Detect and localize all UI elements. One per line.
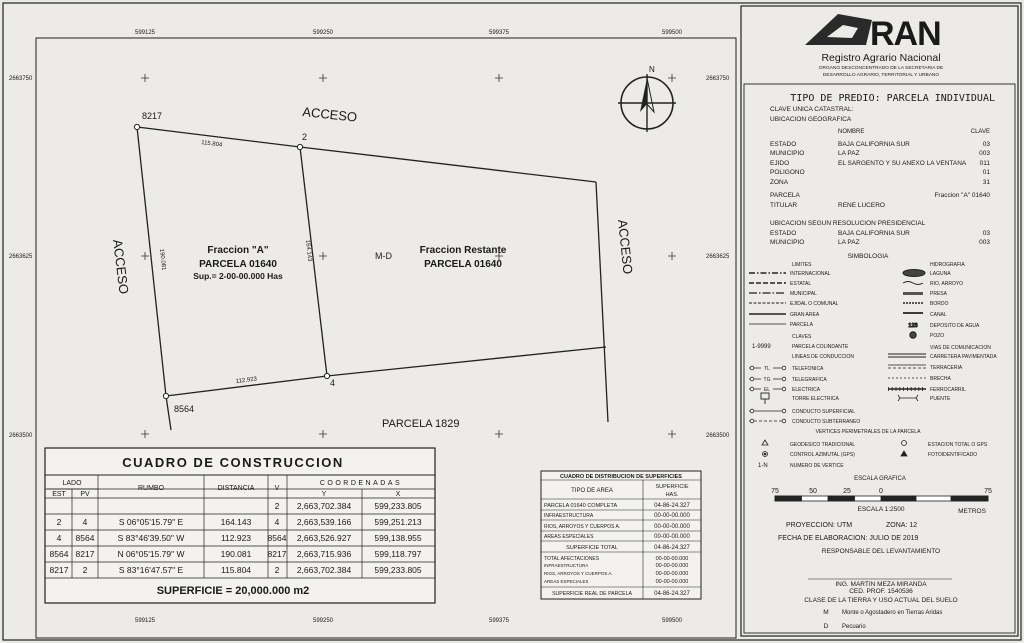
geo-clave: 003: [979, 150, 990, 157]
grid-x-label: 599125: [134, 30, 156, 36]
distance-label: 112.923: [235, 376, 258, 385]
access-road-label: ACCESO: [615, 218, 636, 275]
vertex-legend: CONTROL AZIMUTAL (GPS): [790, 452, 855, 458]
geo-key: EJIDO: [770, 160, 790, 167]
resol-title: UBICACION SEGUN RESOLUCION PRESIDENCIAL: [770, 220, 926, 227]
geo-key: ZONA: [770, 179, 789, 186]
fraccion-a-title: Fraccion "A": [207, 245, 269, 256]
conduction-node: [750, 366, 754, 370]
d-code: D: [823, 623, 829, 630]
col-pv: PV: [80, 491, 90, 498]
vertex-legend: GEODESICO TRADICIONAL: [790, 442, 856, 448]
cell-y: 2,663,539.166: [296, 517, 352, 527]
svg-text:123: 123: [908, 323, 918, 329]
legend-hydro-label: RIO, ARROYO: [930, 281, 964, 287]
construction-title: CUADRO DE CONSTRUCCION: [122, 455, 344, 470]
conduction-label: TELEGRAFICA: [792, 377, 827, 383]
grid-y-label: 2663625: [9, 254, 33, 260]
vias-title: VIAS DE COMUNICACION: [930, 345, 991, 351]
dist-real-tipo: SUPERFICIE REAL DE PARCELA: [552, 591, 632, 597]
geo-key: ESTADO: [770, 141, 797, 148]
col-est: EST: [52, 491, 66, 498]
vertex-label: 8564: [174, 404, 195, 414]
dist-sup: 04-86-24.327: [654, 503, 690, 509]
dist-sup: 00-00-00.000: [654, 534, 690, 540]
metros-label: METROS: [958, 508, 986, 515]
m-code: M: [823, 609, 829, 616]
col-rumbo: RUMBO: [137, 485, 165, 492]
cell-rumbo: S 83°46'39.50" W: [117, 533, 185, 543]
geo-clave: 31: [982, 179, 990, 186]
geo-name: EL SARGENTO Y SU ANEXO LA VENTANA: [838, 160, 967, 167]
legend-road-label: FERROCARRIL: [930, 387, 966, 393]
vertex-label: 8217: [142, 111, 163, 121]
conduction-code: TG: [763, 377, 771, 383]
scale-tick-label: 25: [843, 488, 851, 495]
grid-x-label: 599500: [661, 30, 683, 36]
torre-label: TORRE ELECTRICA: [792, 396, 839, 402]
d-label: Pecuario: [842, 624, 866, 630]
distance-label: 115.804: [200, 140, 223, 149]
ingeniero: ING. MARTIN MEZA MIRANDA: [835, 581, 927, 588]
afect-label: TOTAL AFECTACIONES: [544, 556, 600, 562]
resol-key: ESTADO: [770, 230, 797, 237]
claves-title: CLAVES: [792, 334, 812, 340]
distribution-table: [541, 471, 701, 599]
resol-clave: 03: [982, 230, 990, 237]
md-label: M-D: [375, 251, 392, 261]
conduction-label: ELECTRICA: [792, 387, 821, 393]
dist-sup: 04-86-24.327: [654, 545, 690, 551]
afect-sup: 00-00-00.000: [655, 563, 689, 569]
simbologia-title: SIMBOLOGIA: [847, 253, 889, 260]
geo-key: MUNICIPIO: [770, 150, 805, 157]
afect-sup: 00-00-00.000: [655, 579, 689, 585]
cell-y: 2,663,702.384: [296, 501, 352, 511]
distribution-title: CUADRO DE DISTRIBUCION DE SUPERFICIES: [560, 474, 682, 480]
col-lado: LADO: [62, 480, 82, 487]
col-x: X: [395, 491, 401, 498]
scale-tick-label: 0: [879, 488, 883, 495]
legend-limit-label: MUNICIPAL: [790, 291, 817, 297]
dist-sup: 00-00-00.000: [654, 513, 690, 519]
conduction-node: [782, 387, 786, 391]
legend-road-label: BRECHA: [930, 376, 951, 382]
escala-grafica-title: ESCALA GRAFICA: [854, 476, 906, 482]
vertex-code: 1-N: [758, 463, 768, 469]
legend-limit-label: EJIDAL O COMUNAL: [790, 301, 839, 307]
afect-label: AREAS ESPECIALES: [544, 579, 589, 584]
construction-table: [45, 448, 435, 603]
vertex-label: 4: [330, 378, 336, 388]
legend-hydro-label: DEPOSITO DE AGUA: [930, 323, 980, 329]
cell-distancia: 164.143: [220, 517, 252, 527]
fraccion-a-parcel: PARCELA 01640: [199, 259, 277, 270]
dist-tipo: SUPERFICIE TOTAL: [566, 545, 618, 551]
grid-y-label: 2663750: [706, 76, 730, 82]
legend-hydro-label: LAGUNA: [930, 271, 951, 277]
col-coordenadas: COORDENADAS: [319, 480, 403, 487]
cell-v: 4: [274, 517, 280, 527]
vertex-label: 2: [302, 132, 308, 142]
logo-text: RAN: [870, 15, 941, 53]
fraccion-a-area: Sup.= 2-00-00.000 Has: [193, 271, 283, 281]
geo-key: PARCELA: [770, 192, 800, 199]
grid-x-label: 599375: [488, 30, 510, 36]
fecha: FECHA DE ELABORACION: JULIO DE 2019: [778, 535, 919, 542]
geo-name: LA PAZ: [838, 150, 860, 157]
legend-hydro-label: PRESA: [930, 291, 947, 297]
vertex-legend: NUMERO DE VERTICE: [790, 463, 844, 469]
colindante-code: 1-9999: [752, 344, 771, 350]
geo-name: RENE LUCERO: [838, 202, 885, 209]
escala-label: ESCALA 1:2500: [857, 506, 905, 513]
resol-name: LA PAZ: [838, 239, 860, 246]
resol-name: BAJA CALIFORNIA SUR: [838, 230, 910, 237]
cond-sub-label: CONDUCTO SUBTERRANEO: [792, 419, 861, 425]
cell-x: 599,251.213: [374, 517, 422, 527]
cell-y: 2,663,702.384: [296, 565, 352, 575]
limites-title: LIMITES: [792, 262, 812, 268]
cell-rumbo: N 06°05'15.79" W: [117, 549, 185, 559]
cell-pv: 8564: [75, 533, 95, 543]
legend-road-label: PUENTE: [930, 396, 951, 402]
conduction-node: [782, 377, 786, 381]
grid-x-label: 599375: [488, 618, 510, 624]
cell-x: 599,138.955: [374, 533, 422, 543]
access-road-label: ACCESO: [110, 238, 132, 295]
afect-sup: 00-00-00.000: [655, 571, 689, 577]
distance-label: 190.081: [158, 248, 167, 271]
cell-distancia: 115.804: [220, 565, 252, 575]
legend-road-label: TERRACERIA: [930, 365, 963, 371]
cell-x: 599,233.805: [374, 501, 422, 511]
dist-tipo: RIOS, ARROYOS Y CUERPOS A.: [544, 524, 621, 530]
cell-y: 2,663,526.927: [296, 533, 352, 543]
legend-limit-label: GRAN AREA: [790, 312, 820, 318]
colindante-label: PARCELA COLINDANTE: [792, 344, 849, 350]
org-name: Registro Agrario Nacional: [821, 52, 941, 64]
scale-bar: [775, 496, 988, 501]
conduction-code: TL: [764, 366, 770, 372]
cell-y: 2,663,715.936: [296, 549, 352, 559]
legend-hydro-label: CANAL: [930, 312, 947, 318]
geo-key: TITULAR: [770, 202, 798, 209]
dist-real-sup: 04-86-24.327: [654, 591, 690, 597]
geo-clave: 03: [982, 141, 990, 148]
cell-pv: 4: [82, 517, 88, 527]
zona: ZONA: 12: [886, 522, 918, 529]
col-y: Y: [321, 491, 327, 498]
org-sub: DESARROLLO AGRARIO, TERRITORIAL Y URBANO: [822, 73, 940, 78]
legend-limit-label: INTERNACIONAL: [790, 271, 831, 277]
cell-pv: 2: [82, 565, 88, 575]
cell-x: 599,118.797: [374, 549, 422, 559]
cell-distancia: 112.923: [220, 533, 252, 543]
responsable: RESPONSABLE DEL LEVANTAMIENTO: [821, 548, 941, 555]
grid-y-label: 2663750: [9, 76, 33, 82]
col-has: HAS.: [665, 492, 679, 498]
geo-clave: 011: [979, 160, 990, 167]
scale-tick-label: 75: [771, 488, 779, 495]
proyeccion: PROYECCION: UTM: [786, 522, 853, 529]
fraccion-restante-parcel: PARCELA 01640: [424, 259, 502, 270]
cell-distancia: 190.081: [220, 549, 252, 559]
cell-est: 8564: [49, 549, 69, 559]
dist-sup: 00-00-00.000: [654, 524, 690, 530]
geo-header-nombre: NOMBRE: [838, 129, 865, 135]
legend-hydro-label: BORDO: [930, 301, 949, 307]
clase-tierra: CLASE DE LA TIERRA Y USO ACTUAL DEL SUELO: [804, 597, 958, 604]
resol-key: MUNICIPIO: [770, 239, 805, 246]
geo-name: BAJA CALIFORNIA SUR: [838, 141, 910, 148]
col-superficie: SUPERFICIE: [655, 484, 689, 490]
ubicacion-title: UBICACION GEOGRAFICA: [770, 116, 852, 123]
cell-est: 2: [56, 517, 62, 527]
scale-tick-label: 50: [809, 488, 817, 495]
vertex-legend: ESTACION TOTAL O GPS: [928, 442, 988, 448]
scale-tick-label: 75: [984, 488, 992, 495]
tipo-predio: TIPO DE PREDIO: PARCELA INDIVIDUAL: [790, 93, 995, 104]
geo-header-clave: CLAVE: [970, 129, 990, 135]
dist-tipo: INFRAESTRUCTURA: [544, 513, 594, 519]
org-sub: ORGANO DESCONCENTRADO DE LA SECRETARIA DE: [818, 66, 944, 71]
conduction-node: [750, 377, 754, 381]
conduction-node: [782, 366, 786, 370]
cell-v: 8564: [267, 533, 287, 543]
distance-label: 164.143: [304, 239, 313, 262]
col-v: V: [274, 485, 280, 492]
grid-y-label: 2663500: [706, 433, 730, 439]
resol-clave: 003: [979, 239, 990, 246]
m-label: Monte o Agostadero en Tierras Aridas: [842, 610, 943, 616]
geo-clave: 01: [982, 169, 990, 176]
dist-tipo: PARCELA 01640 COMPLETA: [544, 503, 618, 509]
cell-v: 8217: [267, 549, 287, 559]
cell-est: 8217: [49, 565, 69, 575]
cell-rumbo: S 83°16'47.57" E: [118, 565, 184, 575]
vertex-legend: FOTOIDENTIFICADO: [928, 452, 978, 458]
grid-x-label: 599250: [312, 618, 334, 624]
grid-y-label: 2663500: [9, 433, 33, 439]
grid-x-label: 599500: [661, 618, 683, 624]
afect-label: INFRAESTRUCTURA: [544, 563, 589, 568]
lineas-title: LINEAS DE CONDUCCION: [792, 354, 854, 360]
superficie-total: SUPERFICIE = 20,000.000 m2: [156, 585, 310, 597]
clave-unica: CLAVE UNICA CATASTRAL:: [770, 106, 854, 113]
hidro-title: HIDROGRAFIA: [930, 262, 965, 268]
legend-hydro-label: POZO: [930, 333, 945, 339]
conduction-label: TELEFONICA: [792, 366, 824, 372]
cond-sup-label: CONDUCTO SUPERFICIAL: [792, 409, 855, 415]
access-road-label: ACCESO: [301, 104, 358, 125]
conduction-node: [750, 387, 754, 391]
fraccion-restante-title: Fraccion Restante: [419, 245, 507, 256]
grid-x-label: 599125: [134, 618, 156, 624]
legend-limit-label: ESTATAL: [790, 281, 812, 287]
cell-v: 2: [274, 565, 280, 575]
col-distancia: DISTANCIA: [217, 485, 255, 492]
cell-v: 2: [274, 501, 280, 511]
cell-x: 599,233.805: [374, 565, 422, 575]
afect-label: RIOS, ARROYOS Y CUERPOS A.: [544, 571, 613, 576]
geo-clave: Fraccion "A" 01640: [934, 192, 990, 199]
cell-est: 4: [56, 533, 62, 543]
north-label: N: [649, 65, 655, 74]
grid-y-label: 2663625: [706, 254, 730, 260]
cedula: CED. PROF. 1540536: [849, 588, 913, 595]
neighbor-parcel-label: PARCELA 1829: [382, 418, 460, 430]
geo-key: POLIGONO: [770, 169, 805, 176]
legend-limit-label: PARCELA: [790, 322, 813, 328]
cell-rumbo: S 06°05'15.79" E: [118, 517, 184, 527]
grid-x-label: 599250: [312, 30, 334, 36]
vertices-title: VERTICES PERIMETRALES DE LA PARCELA: [815, 429, 921, 435]
cell-pv: 8217: [75, 549, 95, 559]
dist-tipo: AREAS ESPECIALES: [544, 534, 594, 540]
conduction-code: EL: [763, 387, 771, 393]
afect-sup: 00-00-00.000: [655, 556, 689, 562]
col-tipo-area: TIPO DE AREA: [571, 488, 613, 494]
legend-road-label: CARRETERA PAVIMENTADA: [930, 354, 997, 360]
